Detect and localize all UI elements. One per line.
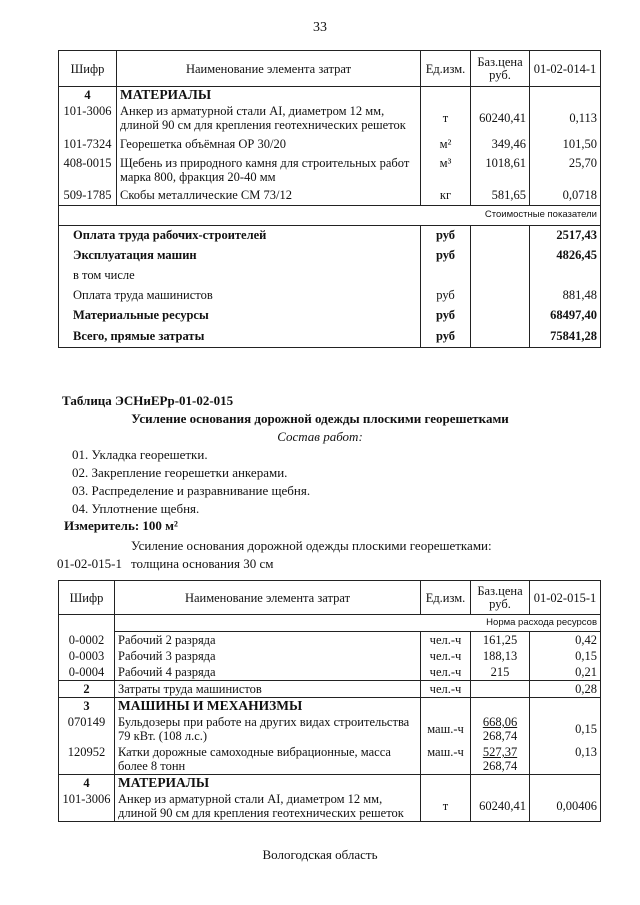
row-unit: чел.-ч [421,632,471,649]
row-price: 60240,41 [471,103,530,133]
table-row [59,791,601,822]
row-code: 070149 [59,714,115,744]
cost-row [59,265,601,285]
col-header-norm: 01-02-015-1 [530,581,601,615]
row-name: Катки дорожные самоходные вибрационные, масса более 8 тонн [115,744,421,775]
row-code: 0-0003 [59,648,115,664]
row-unit: м² [421,133,471,155]
table-row [59,103,601,133]
section-row [59,698,601,715]
col-header-code: Шифр [59,51,117,87]
norm-label: Норма расхода ресурсов [115,615,601,632]
row-name: Рабочий 2 разряда [115,632,421,649]
table-row [59,185,601,205]
row-code: 509-1785 [59,185,117,205]
cost-unit: руб [421,225,471,245]
section-row [59,87,601,104]
col-header-price: Баз.цена руб. [471,51,530,87]
norm-description-line1: Усиление основания дорожной одежды плоскими георешетками: [131,538,492,553]
cost-name: Материальные ресурсы [59,305,421,325]
row-value: 0,13 [530,744,601,775]
row-price: 349,46 [471,133,530,155]
norm-description-line2: толщина основания 30 см [131,556,274,571]
row-value: 25,70 [530,155,601,185]
work-item: 03. Распределение и разравнивание щебня. [72,483,311,498]
work-item: 04. Уплотнение щебня. [72,501,200,516]
row-name: Рабочий 4 разряда [115,664,421,681]
row-value: 0,21 [530,664,601,681]
row-price [471,744,530,775]
cost-unit: руб [421,285,471,305]
page-footer: Вологодская область [262,847,378,862]
table-row [59,632,601,649]
row-value: 0,15 [530,714,601,744]
row-price-wage: 268,74 [482,729,518,743]
row-code: 101-3006 [59,791,115,822]
row-price-main: 527,37 [482,745,518,759]
row-name: Щебень из природного камня для строительных работ марка 800, фракция 20-40 мм [117,155,421,185]
section-code: 2 [59,681,115,698]
row-value: 0,15 [530,648,601,664]
row-price: 581,65 [471,185,530,205]
cost-name: в том числе [59,265,421,285]
row-name: Рабочий 3 разряда [115,648,421,664]
cost-value: 68497,40 [530,305,601,325]
cost-value: 75841,28 [530,325,601,347]
cost-unit: руб [421,305,471,325]
row-name: Анкер из арматурной стали AI, диаметром 12 мм, длиной 90 см для крепления геотехнических решеток [115,791,421,822]
row-code: 0-0002 [59,632,115,649]
row-name: Скобы металлические СМ 73/12 [117,185,421,205]
row-code: 101-3006 [59,103,117,133]
section-code: 3 [59,698,115,715]
cost-unit: руб [421,325,471,347]
section-name: МАШИНЫ И МЕХАНИЗМЫ [115,698,421,715]
cost-row [59,245,601,265]
norm-code: 01-02-015-1 [57,556,122,571]
row-value: 0,28 [530,681,601,698]
row-value: 0,00406 [530,791,601,822]
col-header-norm: 01-02-014-1 [530,51,601,87]
row-unit: т [421,791,471,822]
row-unit: м³ [421,155,471,185]
row-name: Анкер из арматурной стали AI, диаметром 12 мм, длиной 90 см для крепления геотехнических решеток [117,103,421,133]
row-code: 0-0004 [59,664,115,681]
row-price: 188,13 [471,648,530,664]
page-number: 33 [313,20,327,35]
col-header-unit: Ед.изм. [421,581,471,615]
row-unit: т [421,103,471,133]
row-price: 161,25 [471,632,530,649]
work-item: 02. Закрепление георешетки анкерами. [72,465,288,480]
col-header-name: Наименование элемента затрат [115,581,421,615]
section-name: Затраты труда машинистов [115,681,421,698]
row-price: 60240,41 [471,791,530,822]
row-unit: чел.-ч [421,664,471,681]
row-name: Бульдозеры при работе на других видах строительства 79 кВт. (108 л.с.) [115,714,421,744]
cost-row [59,325,601,347]
row-value: 101,50 [530,133,601,155]
section-row [59,681,601,698]
table-title: Таблица ЭСНиЕРр-01-02-015 [62,393,234,408]
table-row [59,155,601,185]
row-price: 1018,61 [471,155,530,185]
cost-value: 881,48 [530,285,601,305]
table-row [59,664,601,681]
row-code: 408-0015 [59,155,117,185]
cost-name: Оплата труда рабочих-строителей [59,225,421,245]
cost-indicators-label: Стоимостные показатели [59,205,601,225]
cost-row [59,225,601,245]
row-value: 0,0718 [530,185,601,205]
section-name: МАТЕРИАЛЫ [115,775,421,792]
row-unit: чел.-ч [421,681,471,698]
table-row [59,714,601,744]
table-row [59,744,601,775]
cost-unit: руб [421,245,471,265]
row-price [471,714,530,744]
table-row [59,648,601,664]
row-code: 120952 [59,744,115,775]
row-unit: кг [421,185,471,205]
cost-name: Эксплуатация машин [59,245,421,265]
row-unit: маш.-ч [421,744,471,775]
cost-name: Всего, прямые затраты [59,325,421,347]
measure-unit: Измеритель: 100 м² [64,518,178,533]
section-name: МАТЕРИАЛЫ [117,87,421,104]
row-code: 101-7324 [59,133,117,155]
col-header-code: Шифр [59,581,115,615]
cost-row [59,305,601,325]
table-subtitle: Усиление основания дорожной одежды плоскими георешетками [131,411,509,426]
row-unit: чел.-ч [421,648,471,664]
row-price-main: 668,06 [482,715,518,729]
col-header-price: Баз.цена руб. [471,581,530,615]
works-list [72,446,310,518]
cost-value: 2517,43 [530,225,601,245]
row-price-wage: 268,74 [482,759,518,773]
cost-value: 4826,45 [530,245,601,265]
cost-row [59,285,601,305]
resource-table-01-02-015 [58,580,601,822]
table-row [59,133,601,155]
col-header-unit: Ед.изм. [421,51,471,87]
row-unit: маш.-ч [421,714,471,744]
row-name: Георешетка объёмная ОР 30/20 [117,133,421,155]
works-heading: Состав работ: [277,429,363,444]
section-row [59,775,601,792]
resource-table-01-02-014 [58,50,601,348]
row-value: 0,42 [530,632,601,649]
row-price: 215 [471,664,530,681]
cost-name: Оплата труда машинистов [59,285,421,305]
section-code: 4 [59,775,115,792]
col-header-name: Наименование элемента затрат [117,51,421,87]
section-code: 4 [59,87,117,104]
row-value: 0,113 [530,103,601,133]
work-item: 01. Укладка георешетки. [72,447,208,462]
